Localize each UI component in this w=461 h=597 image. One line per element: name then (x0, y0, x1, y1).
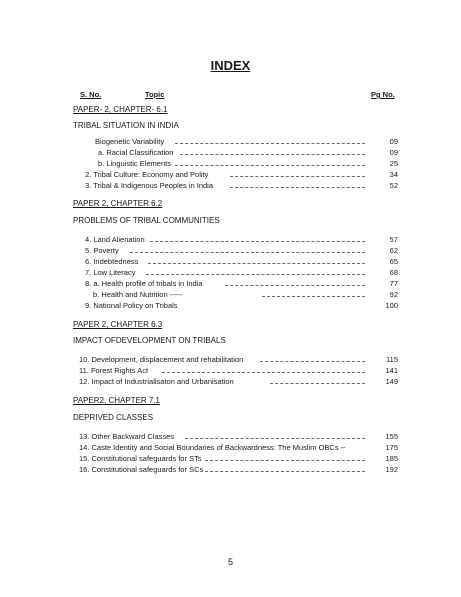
index-row-label: 9. National Policy on Tribals (85, 301, 178, 310)
index-row-label: 4. Land Alienation (85, 235, 145, 244)
section-caption: PROBLEMS OF TRIBAL COMMUNITIES (73, 216, 220, 225)
index-row-page: 09 (389, 137, 398, 146)
index-row-label: b. Linguistic Elements (98, 159, 171, 168)
topic-header: Topic (145, 90, 165, 99)
section-caption: DEPRIVED CLASSES (73, 413, 154, 422)
index-row-page: 25 (389, 159, 398, 168)
chapter-heading: PAPER 2, CHAPTER 6.3 (73, 320, 163, 329)
index-row-label: Biogenetic Variability (95, 137, 165, 146)
index-row (0, 355, 461, 366)
index-row (0, 148, 461, 159)
index-row-page: 34 (389, 170, 398, 179)
index-row (0, 246, 461, 257)
section-caption: IMPACT OFDEVELOPMENT ON TRIBALS (73, 336, 226, 345)
index-row-page: 100 (385, 301, 398, 310)
index-row-page: 52 (389, 181, 398, 190)
index-row (0, 290, 461, 301)
index-row (0, 279, 461, 290)
index-row-label: 15. Constitutional safeguards for STs (79, 454, 202, 463)
index-row-label: 14. Caste Identity and Social Boundaries of Backwardness: The Muslim OBCs -- (79, 443, 346, 452)
index-row (0, 268, 461, 279)
index-row-page: 57 (389, 235, 398, 244)
index-row-label: 2. Tribal Culture: Economy and Polity (85, 170, 209, 179)
index-row-page: 77 (389, 279, 398, 288)
index-row-page: 65 (389, 257, 398, 266)
index-row-page: 149 (385, 377, 398, 386)
index-row (0, 377, 461, 388)
index-row (0, 235, 461, 246)
page-number: 5 (227, 557, 233, 567)
index-row-page: 115 (386, 355, 398, 364)
page-title: INDEX (210, 58, 251, 73)
index-row (0, 443, 461, 454)
index-row (0, 454, 461, 465)
index-row-label: a. Racial Classification (98, 148, 174, 157)
index-row (0, 366, 461, 377)
index-row-label: 16. Constitutional safeguards for SCs (79, 465, 204, 474)
index-row-page: 68 (389, 268, 398, 277)
index-row-label: 8. a. Health profile of tribals in India (85, 279, 203, 288)
index-row-page: 09 (389, 148, 398, 157)
index-row-label: 10. Development, displacement and rehabilitation (79, 355, 244, 364)
chapter-heading: PAPER2, CHAPTER 7.1 (73, 396, 160, 405)
index-row-label: 7. Low Literacy (85, 268, 136, 277)
index-row-page: 175 (385, 443, 398, 452)
chapter-heading: PAPER 2, CHAPTER 6.2 (73, 199, 163, 208)
index-row-label: 11. Forest Rights Act (79, 366, 149, 375)
sno-header: S. No. (80, 90, 102, 99)
index-row-label: 12. Impact of Industrialisaton and Urbanisation (79, 377, 234, 386)
index-row (0, 137, 461, 148)
index-row-label: 5. Poverty (85, 246, 119, 255)
index-row-page: 155 (385, 432, 398, 441)
index-row (0, 257, 461, 268)
pgno-header: Pg No. (371, 90, 395, 99)
index-row-page: 192 (385, 465, 398, 474)
index-row-page: 141 (385, 366, 398, 375)
index-row-label: b. Health and Nutrition ----- (93, 290, 183, 299)
index-row (0, 170, 461, 181)
index-row-page: 185 (385, 454, 398, 463)
index-row-label: 13. Other Backward Classes (79, 432, 175, 441)
index-row (0, 432, 461, 443)
index-row (0, 159, 461, 170)
section-caption: TRIBAL SITUATION IN INDIA (73, 121, 179, 130)
index-row (0, 301, 461, 312)
chapter-heading: PAPER- 2, CHAPTER- 6.1 (73, 105, 168, 114)
index-row (0, 181, 461, 192)
index-row (0, 465, 461, 476)
index-row-label: 6. Indebtedness (85, 257, 139, 266)
index-row-page: 62 (389, 246, 398, 255)
index-row-page: 92 (389, 290, 398, 299)
index-row-label: 3. Tribal & Indigenous Peoples in India (85, 181, 214, 190)
